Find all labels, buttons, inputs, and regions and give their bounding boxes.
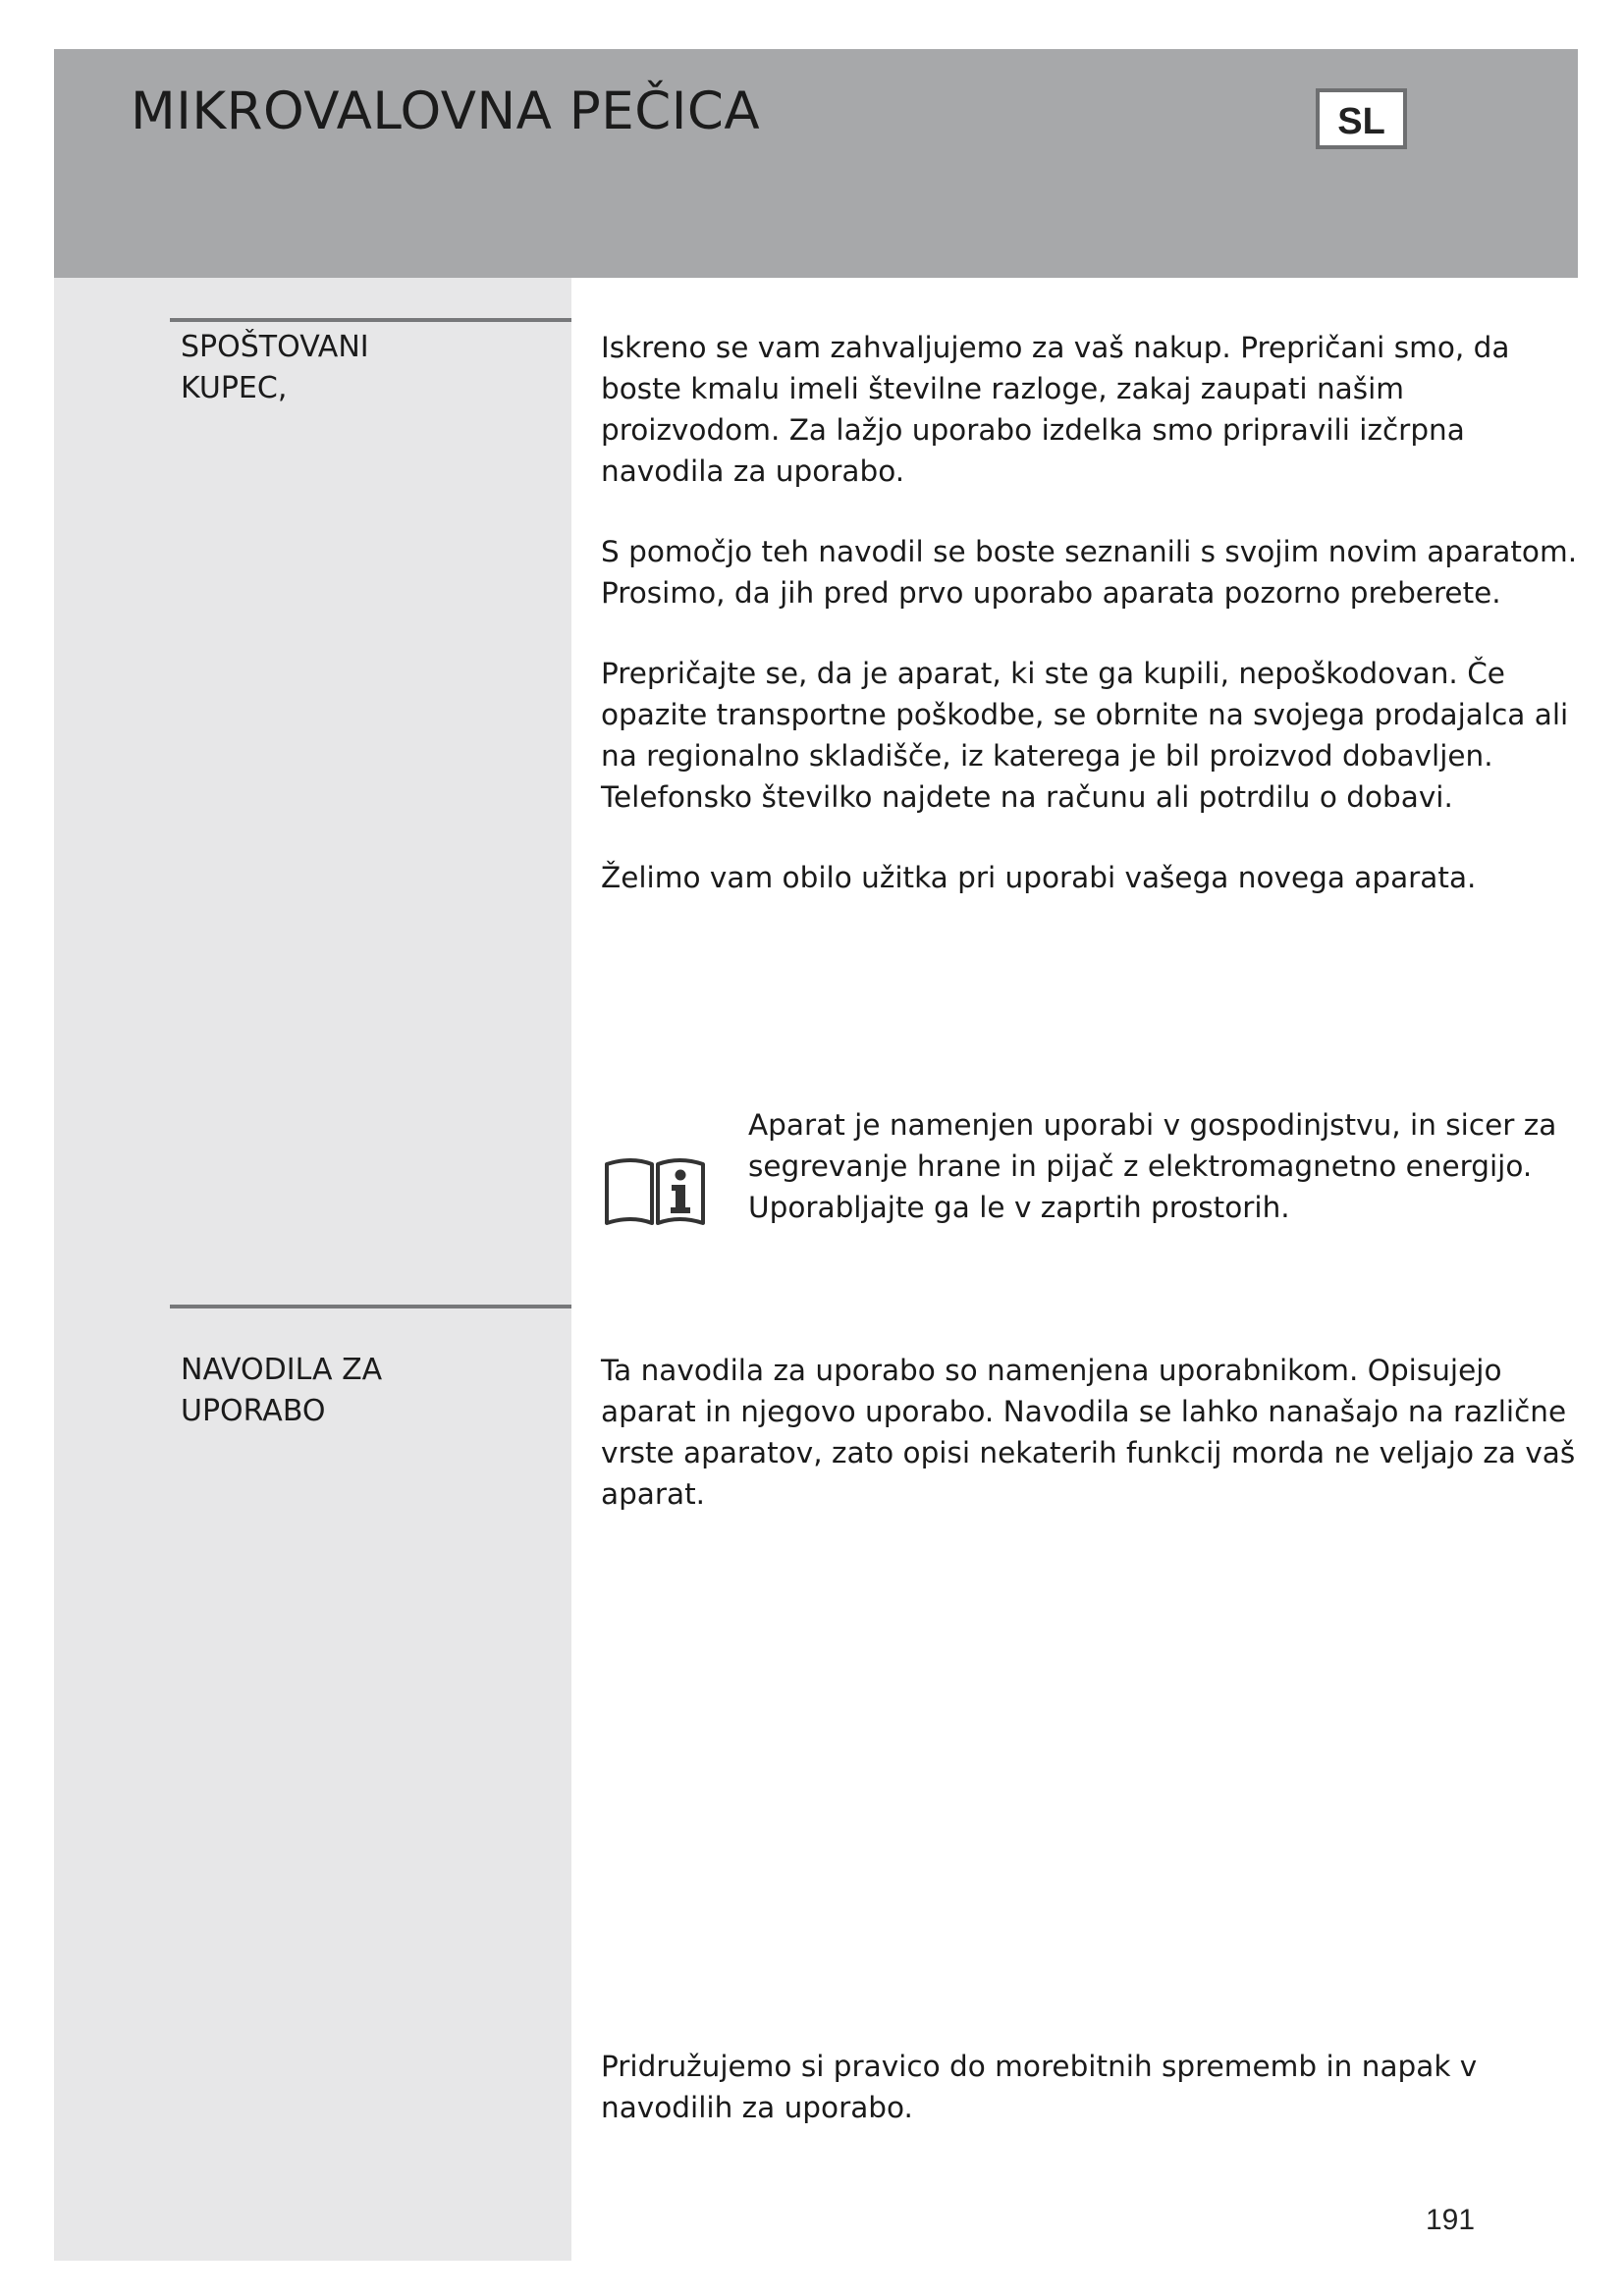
disclaimer-paragraph: Pridružujemo si pravico do morebitnih sprememb in napak v navodilih za uporabo. bbox=[601, 2050, 1478, 2124]
info-note-text: Aparat je namenjen uporabi v gospodinjstvu, in sicer za segrevanje hrane in pijač z elektromagnetno energijo. Uporabljajte ga le v zaprtih prostorih. bbox=[748, 1108, 1557, 1224]
section-label-line: NAVODILA ZA bbox=[181, 1353, 383, 1387]
paragraph: Ta navodila za uporabo so namenjena uporabnikom. Opisujejo aparat in njegovo uporabo. Navodila se lahko nanašajo na različne vrste aparatov, zato opisi nekaterih funkcij morda ne veljajo za vaš aparat. bbox=[601, 1354, 1576, 1511]
sidebar-column bbox=[54, 278, 571, 2261]
footer-note bbox=[601, 2046, 1583, 2128]
section-label-line: UPORABO bbox=[181, 1394, 326, 1428]
paragraph: Želimo vam obilo užitka pri uporabi vašega novega aparata. bbox=[601, 861, 1477, 894]
section-divider-1 bbox=[170, 318, 571, 322]
info-book-icon bbox=[601, 1150, 709, 1231]
section-label-instructions bbox=[181, 1350, 382, 1432]
section-divider-2 bbox=[170, 1305, 571, 1308]
section-label-line: KUPEC, bbox=[181, 371, 288, 405]
paragraph: Prepričajte se, da je aparat, ki ste ga kupili, nepoškodovan. Če opazite transportne poškodbe, se obrnite na svojega prodajalca ali na regionalno skladišče, iz katerega je bil proizvod dobavljen. Telefonsko številko najdete na računu ali potrdilu o dobavi. bbox=[601, 657, 1569, 814]
paragraph: S pomočjo teh navodil se boste seznanili s svojim novim aparatom. Prosimo, da jih pred prvo uporabo aparata pozorno preberete. bbox=[601, 535, 1578, 610]
section-label-line: SPOŠTOVANI bbox=[181, 330, 369, 364]
paragraph: Iskreno se vam zahvaljujemo za vaš nakup. Prepričani smo, da boste kmalu imeli številne razloge, zakaj zaupati našim proizvodom. Za lažjo uporabo izdelka smo pripravili izčrpna navodila za uporabo. bbox=[601, 331, 1510, 488]
section-dear-customer-body bbox=[601, 327, 1583, 898]
section-label-dear-customer bbox=[181, 327, 369, 409]
language-badge: SL bbox=[1316, 88, 1407, 149]
document-title: MIKROVALOVNA PEČICA bbox=[131, 81, 761, 141]
section-instructions-body bbox=[601, 1350, 1583, 1515]
page-number: 191 bbox=[1426, 2204, 1476, 2236]
